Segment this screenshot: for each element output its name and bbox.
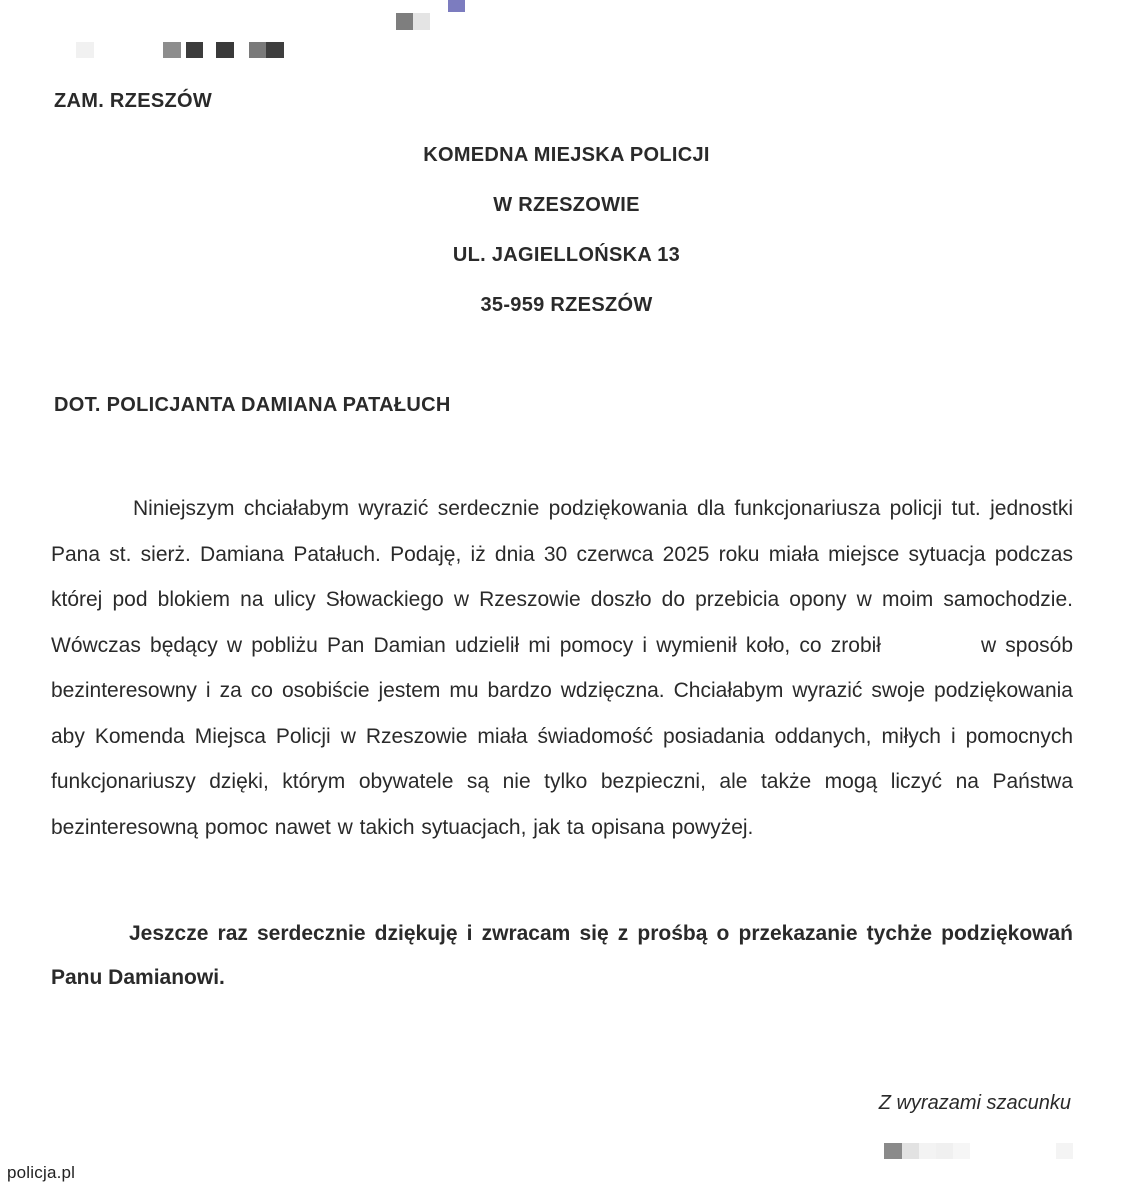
recipient-postal-code: 35-959 RZESZÓW	[480, 294, 653, 316]
sender-address: ZAM. RZESZÓW	[54, 90, 213, 112]
letter-closing: Jeszcze raz serdecznie dziękuję i zwracam się z prośbą o przekazanie tychże podziękowań Panu Damianowi.	[51, 922, 1073, 989]
recipient-street: UL. JAGIELLOŃSKA 13	[452, 244, 681, 266]
source-watermark: policja.pl	[7, 1163, 76, 1182]
letter-body-part-2: w sposób bezinteresowny i za co osobiście jestem mu bardzo wdzięczna. Chciałabym wyrazić swoje podziękowania aby Komenda Miejsca Policji w Rzeszowie miała świadomość posiadania oddanych, miłych i pomocnych funkcjonariuszy dzięki, którym obywatele są nie tylko bezpieczni, ale także mogą liczyć na Państwa bezinteresowną pomoc nawet w takich sytuacjach, jak ta opisana powyżej.	[51, 633, 1074, 839]
recipient-name: KOMEDNA MIEJSKA POLICJI	[423, 144, 710, 166]
letter-signoff: Z wyrazami szacunku	[878, 1092, 1071, 1114]
letter-body	[51, 486, 1073, 850]
letter-subject: DOT. POLICJANTA DAMIANA PATAŁUCH	[54, 394, 451, 416]
letter-body-part-1: Niniejszym chciałabym wyrazić serdecznie podziękowania dla funkcjonariusza policji tut. jednostki Pana st. sierż. Damiana Patałuch. Podaję, iż dnia 30 czerwca 2025 roku miała miejsce sytuacja podczas której pod blokiem na ulicy Słowackiego w Rzeszowie doszło do przebicia opony w moim samochodzie. Wówczas będący w pobliżu Pan Damian udzielił mi pomocy i wymienił koło, co zrobił	[51, 497, 1073, 657]
recipient-city-line: W RZESZOWIE	[493, 194, 640, 216]
